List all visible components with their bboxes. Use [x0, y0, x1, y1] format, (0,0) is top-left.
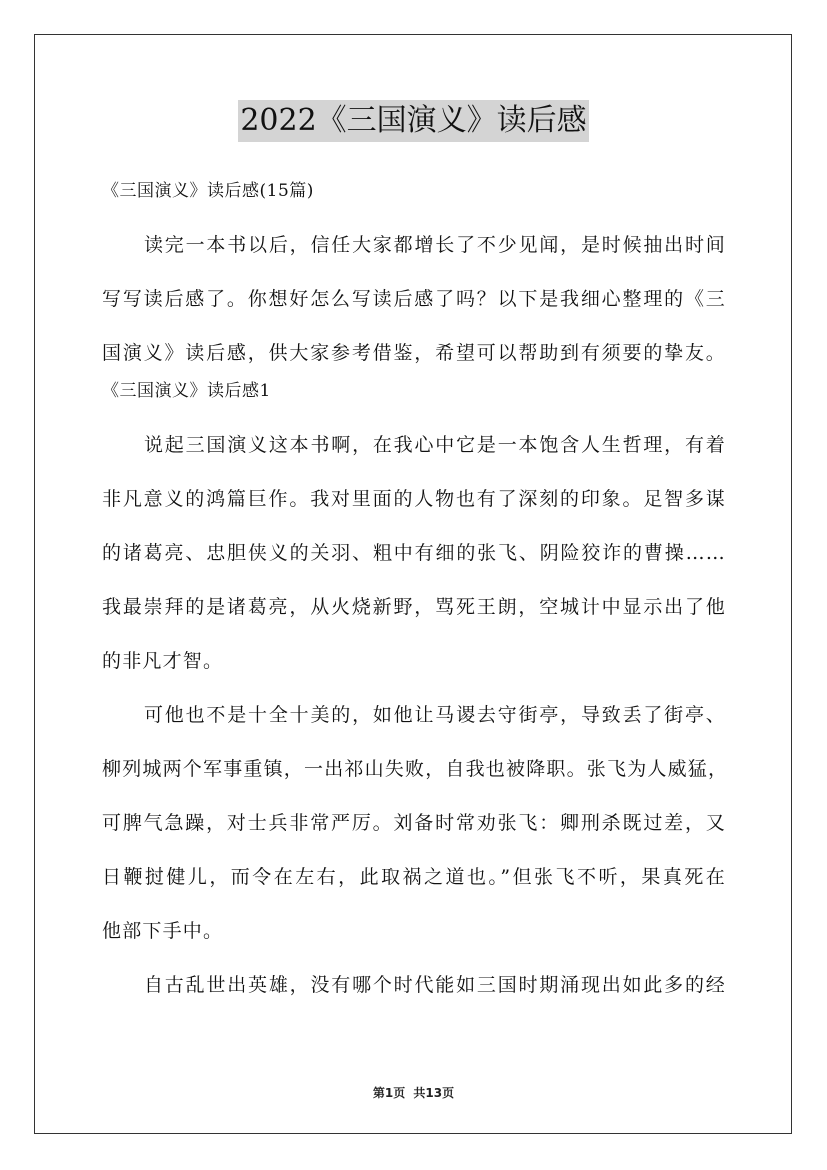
paragraph-line: 柳列城两个军事重镇，一出祁山失败，自我也被降职。张飞为人威猛， — [102, 758, 729, 780]
document-subtitle: 《三国演义》读后感(15篇) — [102, 181, 314, 201]
document-title: 2022《三国演义》读后感 — [238, 100, 588, 142]
page-total: 共13页 — [413, 1086, 455, 1100]
paragraph-line: 的非凡才智。 — [102, 650, 224, 672]
document-body — [102, 172, 729, 1004]
intro-line: 读完一本书以后，信任大家都增长了不少见闻，是时候抽出时间 — [144, 234, 726, 256]
paragraph-line: 的诸葛亮、忠胆侠义的关羽、粗中有细的张飞、阴险狡诈的曹操…… — [102, 542, 726, 564]
paragraph-line: 我最崇拜的是诸葛亮，从火烧新野，骂死王朗，空城计中显示出了他 — [102, 596, 726, 618]
page-number: 第1页 — [372, 1086, 406, 1100]
paragraph-line: 说起三国演义这本书啊，在我心中它是一本饱含人生哲理，有着 — [144, 434, 726, 456]
paragraph-line: 可脾气急躁，对士兵非常严厉。刘备时常劝张飞：卿刑杀既过差，又 — [102, 812, 726, 834]
paragraph-line: 可他也不是十全十美的，如他让马谡去守街亭，导致丢了街亭、 — [144, 704, 726, 726]
title-wrap — [0, 100, 827, 142]
paragraph-line: 自古乱世出英雄，没有哪个时代能如三国时期涌现出如此多的经 — [144, 974, 726, 996]
paragraph-line: 日鞭挝健儿，而令在左右，此取祸之道也。”但张飞不听，果真死在 — [102, 866, 726, 888]
intro-line: 写写读后感了。你想好怎么写读后感了吗？以下是我细心整理的《三 — [102, 288, 726, 310]
section-heading: 《三国演义》读后感1 — [102, 381, 271, 401]
paragraph-line: 他部下手中。 — [102, 920, 224, 942]
intro-line: 国演义》读后感，供大家参考借鉴，希望可以帮助到有须要的挚友。 — [102, 342, 726, 364]
paragraph-line: 非凡意义的鸿篇巨作。我对里面的人物也有了深刻的印象。足智多谋 — [102, 488, 726, 510]
page-footer — [0, 1084, 827, 1101]
